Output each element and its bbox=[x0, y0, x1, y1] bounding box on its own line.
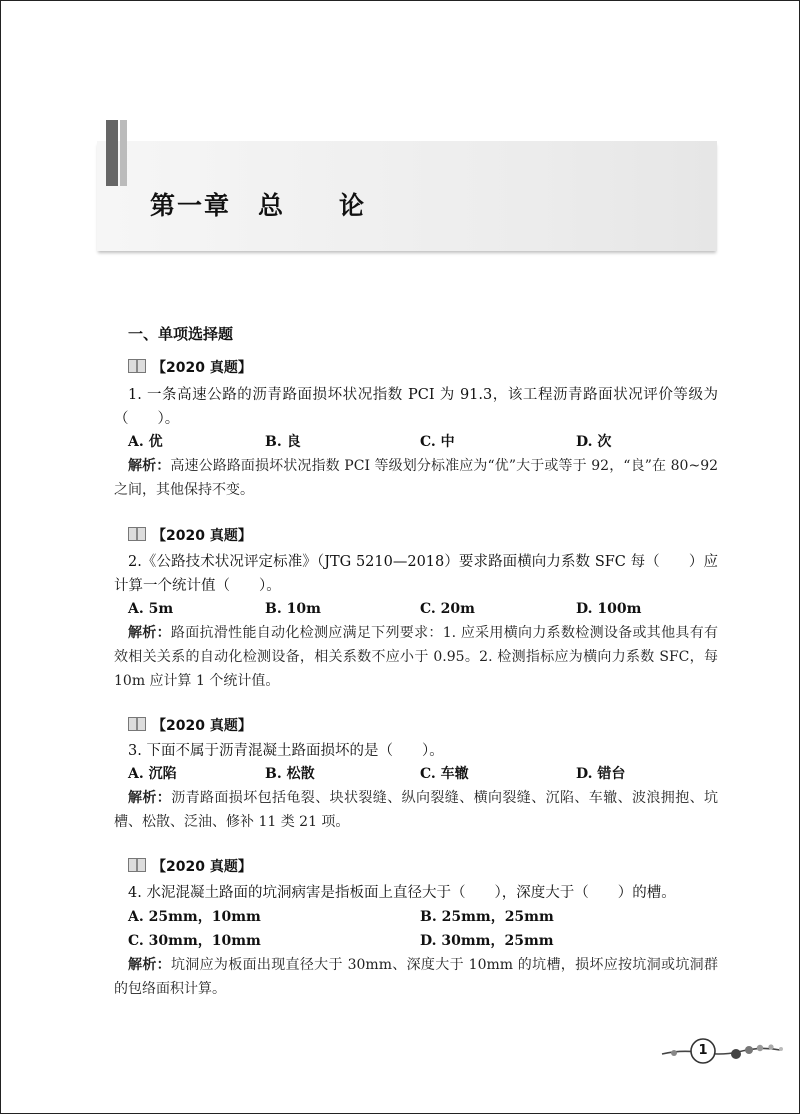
options-row bbox=[128, 430, 718, 454]
chapter-title: 第一章 总 论 bbox=[150, 191, 367, 220]
ornament-dot bbox=[768, 1044, 773, 1049]
question-stem: 2.《公路技术状况评定标准》（JTG 5210—2018）要求路面横向力系数 SFC 每（ ）应计算一个统计值（ ）。 bbox=[114, 554, 718, 594]
analysis bbox=[114, 953, 718, 1001]
options-row bbox=[128, 929, 718, 953]
analysis-label: 解析： bbox=[128, 957, 171, 973]
book-icon bbox=[128, 858, 146, 872]
option-b: B. 10m bbox=[265, 601, 321, 617]
page-number: 1 bbox=[698, 1043, 708, 1058]
option-c: C. 20m bbox=[420, 601, 475, 617]
option-b: B. 25mm，25mm bbox=[420, 909, 554, 925]
ornament-dot bbox=[731, 1049, 741, 1059]
analysis-text: 坑洞应为板面出现直径大于 30mm、深度大于 10mm 的坑槽，损坏应按坑洞或坑洞群的包络面积计算。 bbox=[114, 957, 718, 997]
option-d: D. 100m bbox=[576, 601, 642, 617]
analysis-text: 路面抗滑性能自动化检测应满足下列要求：1. 应采用横向力系数检测设备或其他具有有效相关关系的自动化检测设备，相关系数不应小于 0.95。2. 检测指标应为横向力系数 SFC，每 10m 应计算 1 个统计值。 bbox=[114, 625, 719, 689]
options-row bbox=[128, 905, 718, 929]
question-stem: 3. 下面不属于沥青混凝土路面损坏的是（ ）。 bbox=[128, 743, 444, 759]
option-b: B. 松散 bbox=[265, 766, 315, 782]
book-icon bbox=[128, 527, 146, 541]
book-icon bbox=[128, 717, 146, 731]
option-a: A. 25mm，10mm bbox=[128, 909, 261, 925]
ornament-dot bbox=[779, 1047, 783, 1051]
question-tag: 【2020 真题】 bbox=[128, 857, 252, 877]
question-tag: 【2020 真题】 bbox=[128, 358, 252, 378]
option-d: D. 次 bbox=[576, 434, 612, 450]
options-row bbox=[128, 597, 718, 621]
chapter-marker-dark bbox=[106, 120, 118, 186]
option-c: C. 车辙 bbox=[420, 766, 469, 782]
ornament-dot bbox=[757, 1045, 763, 1051]
analysis-label: 解析： bbox=[128, 625, 171, 641]
question-tag: 【2020 真题】 bbox=[128, 526, 252, 546]
question-tag: 【2020 真题】 bbox=[128, 716, 252, 736]
option-a: A. 沉陷 bbox=[128, 766, 177, 782]
option-d: D. 错台 bbox=[576, 766, 626, 782]
option-b: B. 良 bbox=[265, 434, 301, 450]
chapter-marker-light bbox=[120, 120, 127, 186]
option-d: D. 30mm，25mm bbox=[420, 933, 554, 949]
question-stem: 1. 一条高速公路的沥青路面损坏状况指数 PCI 为 91.3，该工程沥青路面状况评价等级为（ ）。 bbox=[114, 387, 718, 427]
analysis bbox=[114, 786, 718, 834]
analysis-text: 沥青路面损坏包括龟裂、块状裂缝、纵向裂缝、横向裂缝、沉陷、车辙、波浪拥抱、坑槽、松散、泛油、修补 11 类 21 项。 bbox=[114, 790, 719, 830]
analysis bbox=[114, 454, 718, 502]
analysis bbox=[114, 621, 718, 693]
analysis-label: 解析： bbox=[128, 458, 171, 474]
book-icon bbox=[128, 359, 146, 373]
analysis-label: 解析： bbox=[128, 790, 172, 806]
options-row bbox=[128, 762, 718, 786]
option-c: C. 中 bbox=[420, 434, 455, 450]
ornament-dot bbox=[745, 1046, 753, 1054]
question-stem: 4. 水泥混凝土路面的坑洞病害是指板面上直径大于（ ），深度大于（ ）的槽。 bbox=[128, 885, 676, 901]
section-heading: 一、单项选择题 bbox=[128, 325, 234, 343]
analysis-text: 高速公路路面损坏状况指数 PCI 等级划分标准应为“优”大于或等于 92，“良”在 80~92 之间，其他保持不变。 bbox=[114, 458, 719, 498]
option-c: C. 30mm，10mm bbox=[128, 933, 261, 949]
ornament-dot bbox=[671, 1050, 677, 1056]
option-a: A. 优 bbox=[128, 434, 163, 450]
option-a: A. 5m bbox=[128, 601, 174, 617]
page-ornament bbox=[660, 1028, 798, 1078]
